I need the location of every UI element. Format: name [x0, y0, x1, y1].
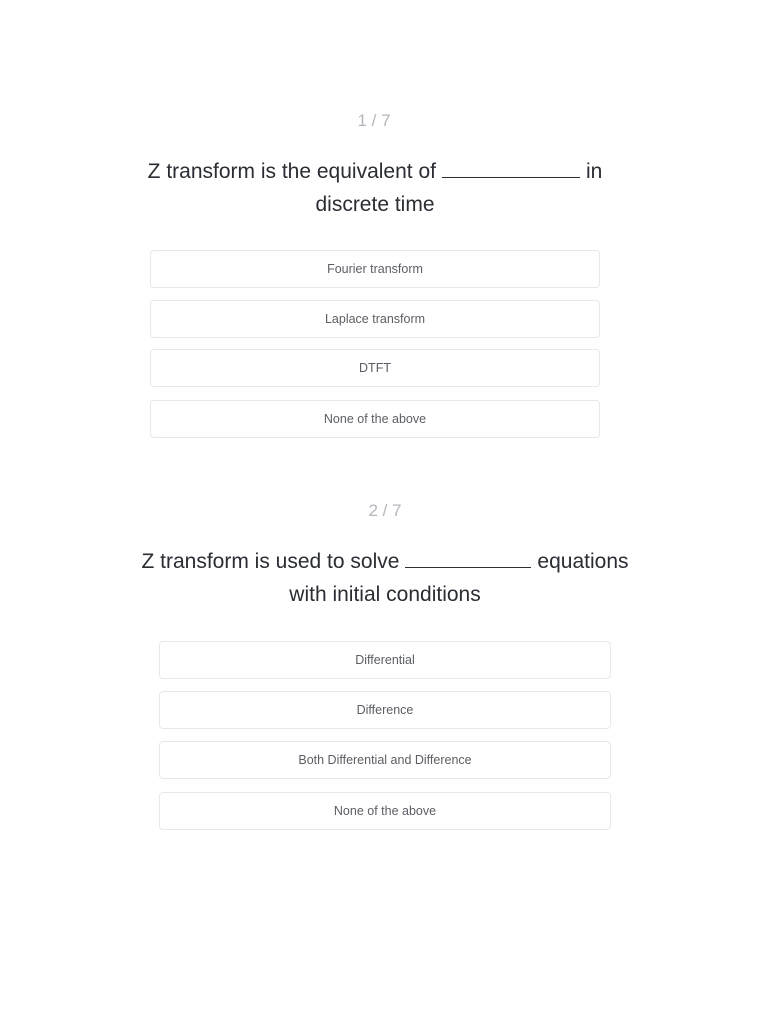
option-both-differential-and-difference[interactable]: Both Differential and Difference [159, 741, 611, 779]
question-line-2: with initial conditions [289, 583, 481, 606]
question-line-1 [114, 545, 656, 578]
question-text-after: in [585, 160, 603, 183]
question-text [124, 155, 626, 221]
option-fourier-transform[interactable]: Fourier transform [150, 250, 600, 288]
question-text-before: Z transform is the equivalent of [147, 160, 436, 183]
question-text [114, 545, 656, 611]
question-text-before: Z transform is used to solve [141, 550, 400, 573]
question-line-1 [124, 155, 626, 188]
question-line-2: discrete time [315, 193, 435, 216]
answer-blank [442, 161, 580, 178]
option-difference[interactable]: Difference [159, 691, 611, 729]
option-none-of-the-above[interactable]: None of the above [150, 400, 600, 438]
option-none-of-the-above[interactable]: None of the above [159, 792, 611, 830]
question-counter: 2 / 7 [368, 501, 402, 520]
question-counter: 1 / 7 [357, 111, 391, 130]
answer-blank [405, 551, 531, 568]
option-differential[interactable]: Differential [159, 641, 611, 679]
option-laplace-transform[interactable]: Laplace transform [150, 300, 600, 338]
question-text-after: equations [537, 550, 629, 573]
option-dtft[interactable]: DTFT [150, 349, 600, 387]
